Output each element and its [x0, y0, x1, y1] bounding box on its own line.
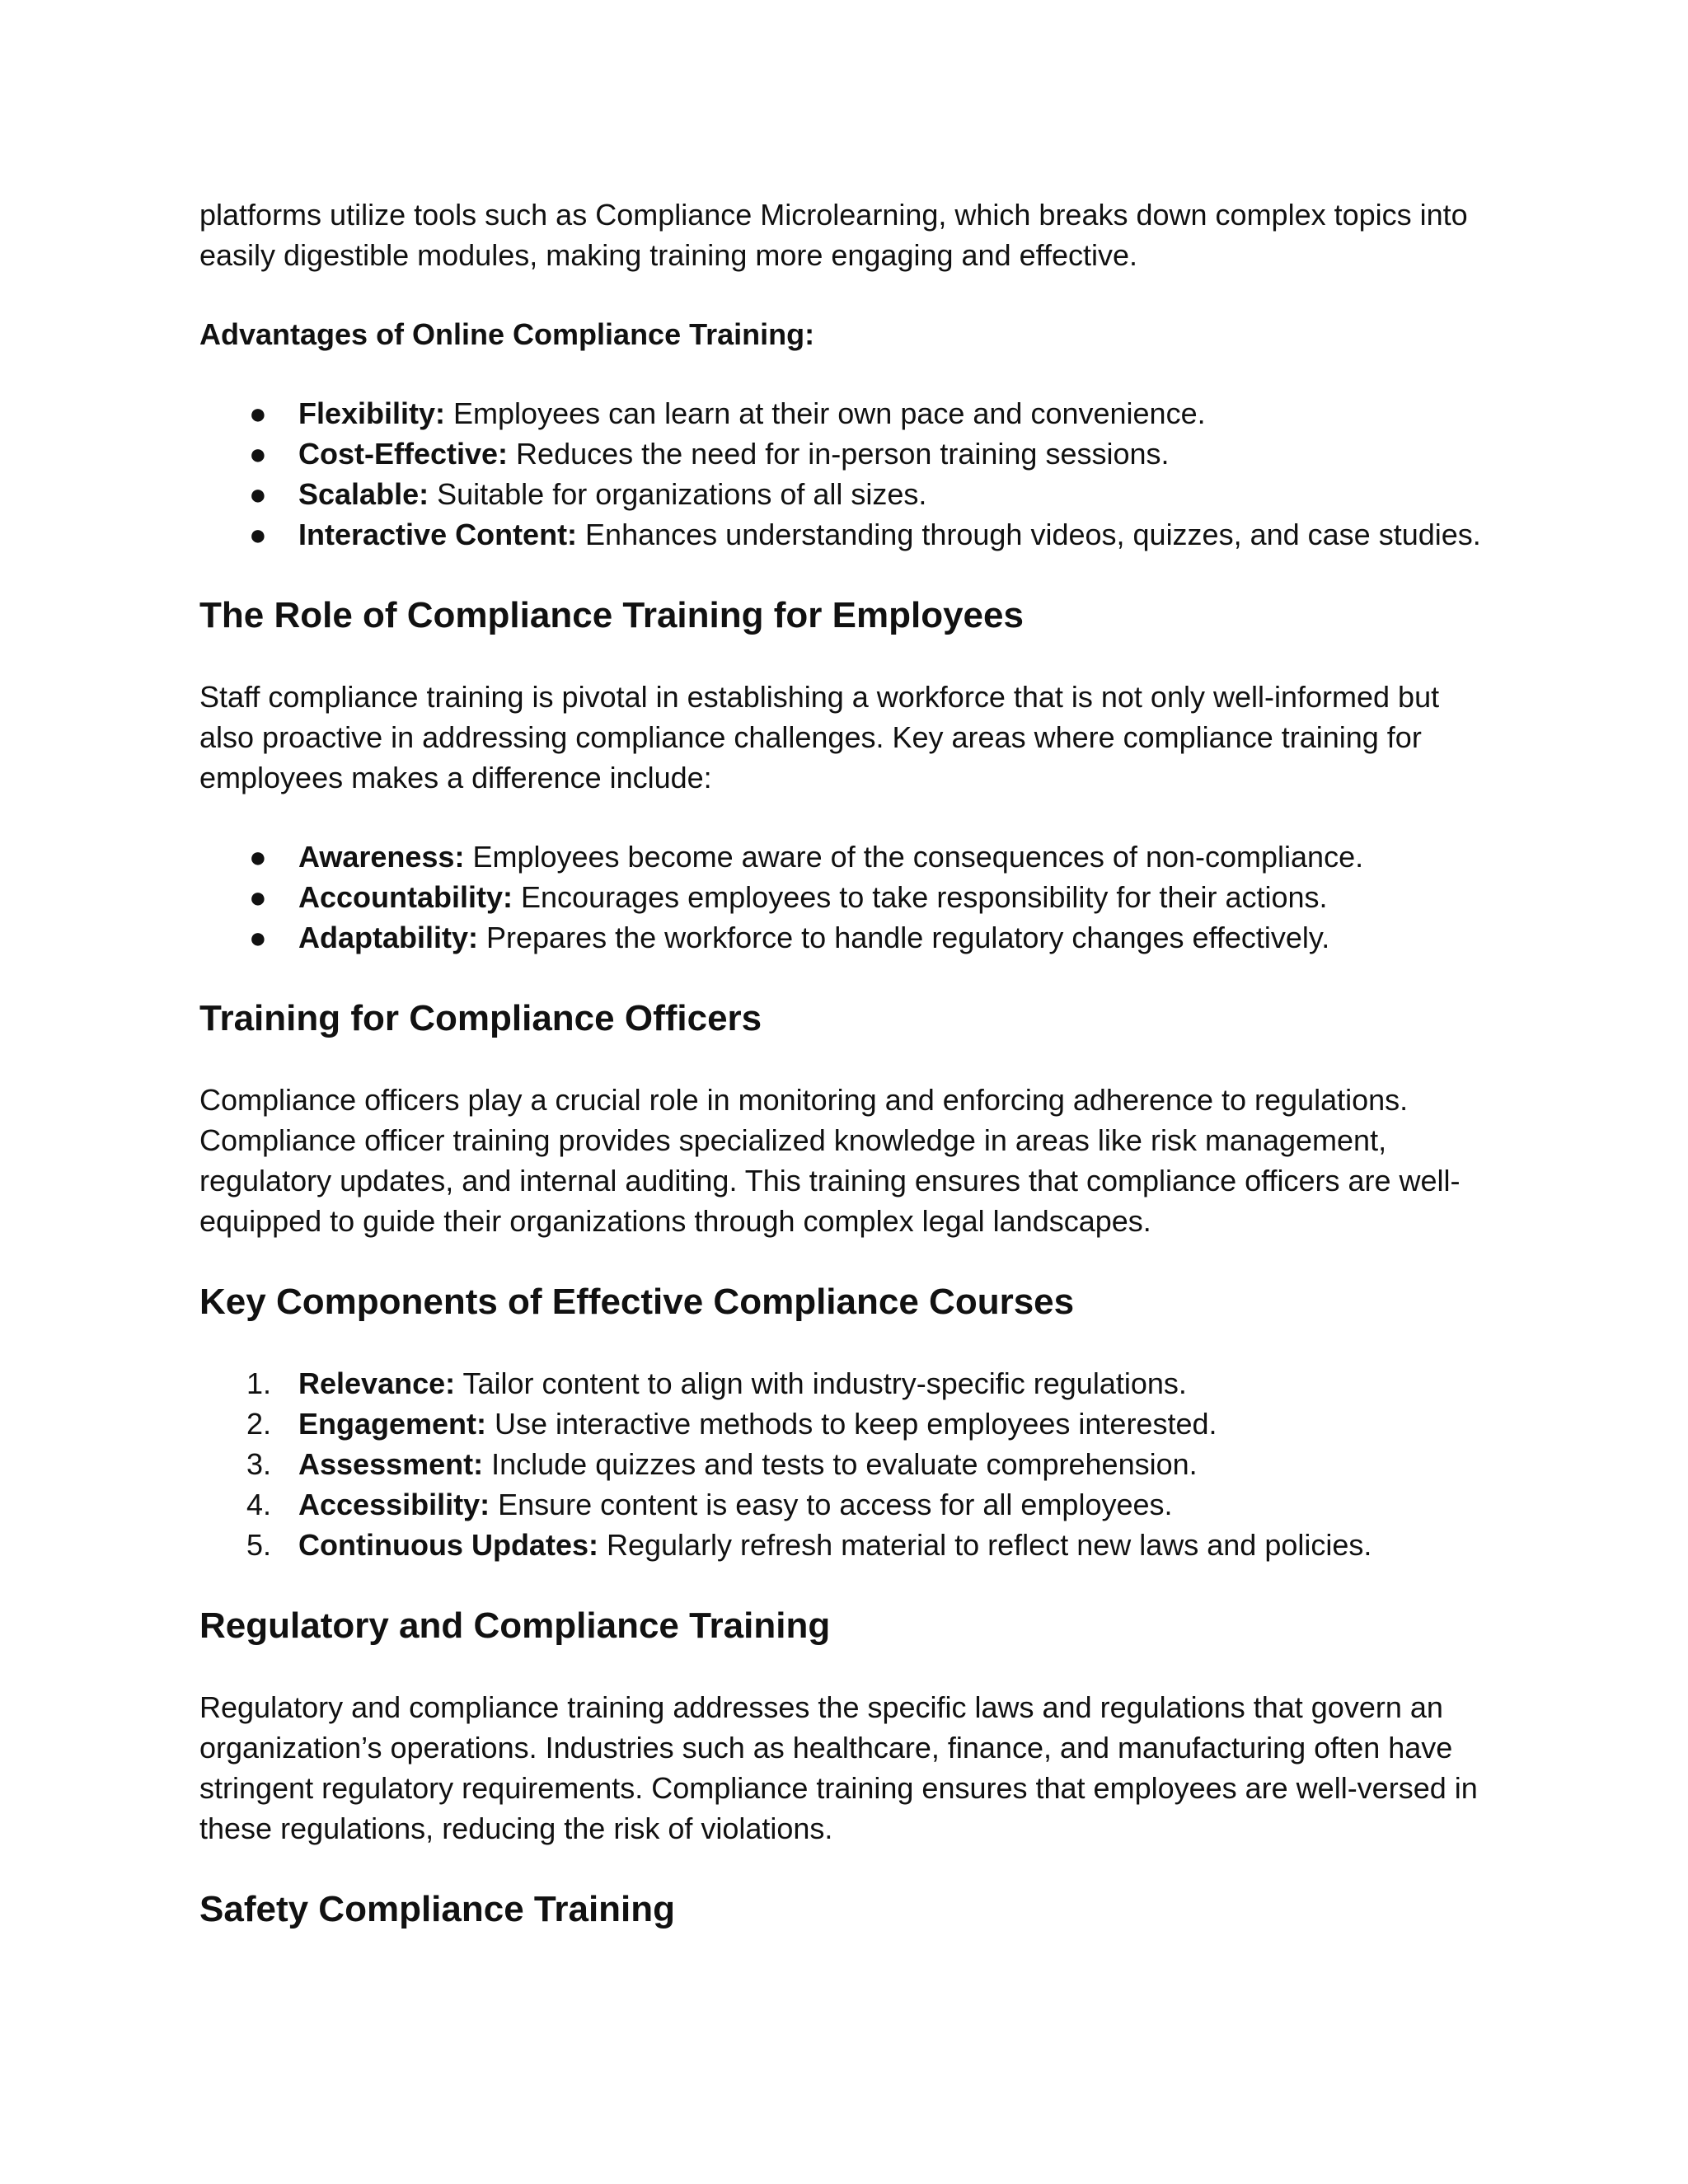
list-item-text: Employees can learn at their own pace and convenience.	[445, 396, 1206, 430]
number-marker: 1.	[246, 1366, 272, 1400]
advantages-heading: Advantages of Online Compliance Training:	[199, 317, 815, 351]
components-list	[199, 1363, 1493, 1565]
list-item	[199, 393, 1493, 434]
bullet-marker: ●	[249, 840, 267, 874]
list-item	[199, 1404, 1493, 1444]
officers-paragraph: Compliance officers play a crucial role in monitoring and enforcing adherence to regulations. Compliance officer training provides specialized knowledge in areas like risk management, regulatory updates, and internal auditing. This training ensures that compliance officers are well-equipped to guide their organizations through complex legal landscapes.	[199, 1083, 1461, 1238]
list-item-term: Relevance:	[298, 1366, 456, 1400]
list-item-term: Awareness:	[298, 840, 465, 874]
employees-list	[199, 837, 1493, 958]
safety-heading: Safety Compliance Training	[199, 1889, 676, 1929]
list-item-text: Encourages employees to take responsibility for their actions.	[513, 880, 1328, 914]
bullet-marker: ●	[249, 477, 267, 511]
list-item	[199, 837, 1493, 877]
bullet-marker: ●	[249, 396, 267, 430]
bullet-marker: ●	[249, 921, 267, 954]
list-item-term: Continuous Updates:	[298, 1528, 598, 1562]
regulatory-heading: Regulatory and Compliance Training	[199, 1605, 831, 1646]
employees-heading: The Role of Compliance Training for Employees	[199, 595, 1024, 635]
bullet-marker: ●	[249, 437, 267, 471]
intro-paragraph: platforms utilize tools such as Compliance Microlearning, which breaks down complex topics into easily digestible modules, making training more engaging and effective.	[199, 198, 1468, 272]
list-item	[199, 877, 1493, 917]
list-item-term: Accessibility:	[298, 1488, 490, 1521]
number-marker: 4.	[246, 1488, 272, 1521]
list-item-term: Scalable:	[298, 477, 429, 511]
list-item-term: Assessment:	[298, 1447, 484, 1481]
list-item	[199, 514, 1493, 555]
advantages-list	[199, 393, 1493, 555]
list-item-term: Interactive Content:	[298, 518, 578, 551]
number-marker: 3.	[246, 1447, 272, 1481]
bullet-marker: ●	[249, 518, 267, 551]
list-item-text: Employees become aware of the consequences of non-compliance.	[464, 840, 1364, 874]
list-item-text: Ensure content is easy to access for all employees.	[490, 1488, 1173, 1521]
list-item-text: Tailor content to align with industry-specific regulations.	[455, 1366, 1187, 1400]
document-page	[199, 194, 1493, 1971]
officers-heading: Training for Compliance Officers	[199, 998, 762, 1038]
list-item-text: Suitable for organizations of all sizes.	[429, 477, 927, 511]
list-item	[199, 1525, 1493, 1565]
list-item-term: Cost-Effective:	[298, 437, 509, 471]
list-item-term: Engagement:	[298, 1407, 487, 1441]
list-item-term: Adaptability:	[298, 921, 479, 954]
regulatory-paragraph: Regulatory and compliance training addresses the specific laws and regulations that govern an organization’s operations. Industries such as healthcare, finance, and manufacturing often have stringent regulatory requirements. Compliance training ensures that employees are well-versed in these regulations, reducing the risk of violations.	[199, 1690, 1478, 1845]
list-item	[199, 917, 1493, 958]
list-item-text: Reduces the need for in-person training sessions.	[508, 437, 1170, 471]
employees-paragraph: Staff compliance training is pivotal in establishing a workforce that is not only well-informed but also proactive in addressing compliance challenges. Key areas where compliance training for employees makes a difference include:	[199, 680, 1440, 794]
list-item	[199, 1444, 1493, 1484]
list-item-text: Prepares the workforce to handle regulatory changes effectively.	[478, 921, 1330, 954]
bullet-marker: ●	[249, 880, 267, 914]
list-item	[199, 1363, 1493, 1404]
list-item	[199, 434, 1493, 474]
list-item-term: Flexibility:	[298, 396, 446, 430]
list-item-text: Include quizzes and tests to evaluate comprehension.	[483, 1447, 1198, 1481]
list-item-text: Regularly refresh material to reflect new laws and policies.	[598, 1528, 1372, 1562]
number-marker: 2.	[246, 1407, 272, 1441]
list-item-text: Enhances understanding through videos, quizzes, and case studies.	[577, 518, 1481, 551]
list-item	[199, 474, 1493, 514]
list-item-text: Use interactive methods to keep employees interested.	[486, 1407, 1217, 1441]
list-item-term: Accountability:	[298, 880, 513, 914]
number-marker: 5.	[246, 1528, 272, 1562]
list-item	[199, 1484, 1493, 1525]
components-heading: Key Components of Effective Compliance Courses	[199, 1282, 1075, 1322]
